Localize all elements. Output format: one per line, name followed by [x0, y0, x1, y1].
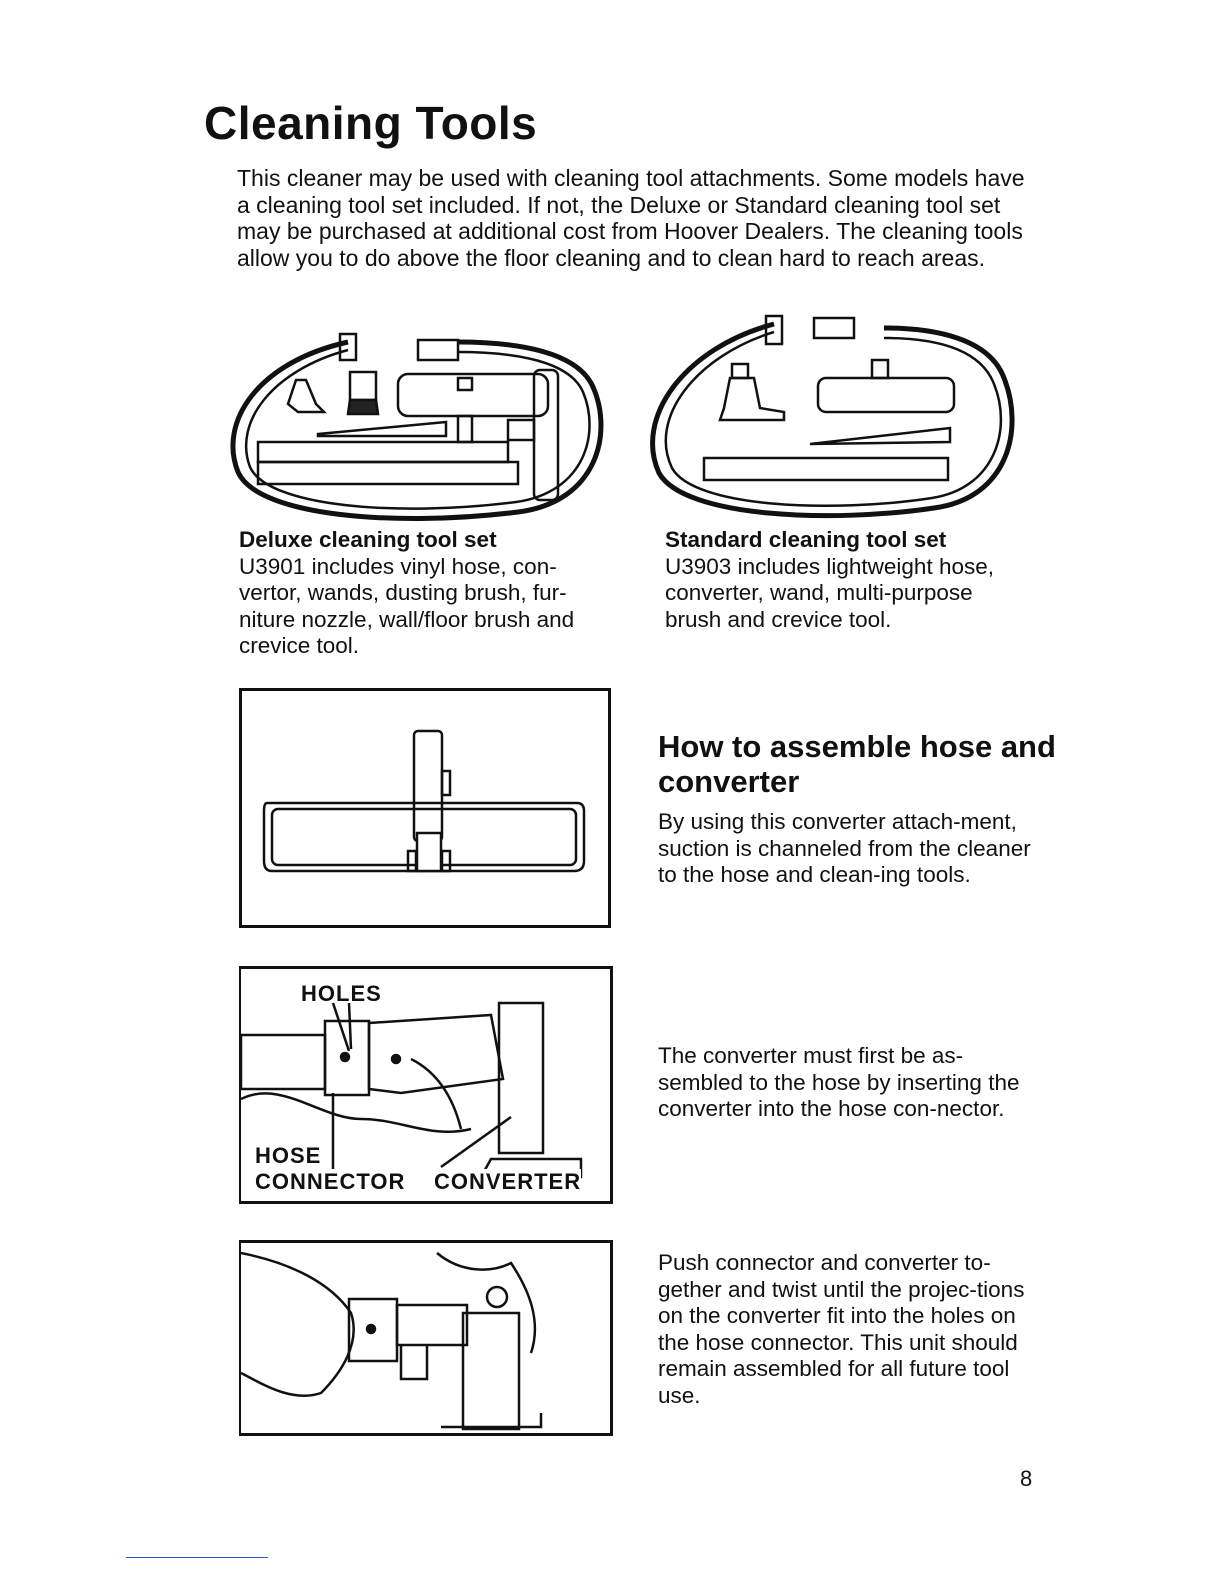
hose-label: HOSE	[255, 1143, 322, 1168]
standard-caption	[665, 527, 1035, 633]
hose-connector-figure	[239, 966, 613, 1204]
standard-tool-set-illustration	[634, 308, 1018, 528]
assemble-heading: How to assemble hose and converter	[658, 729, 1056, 799]
deluxe-model: U3901	[239, 553, 306, 579]
standard-description: includes lightweight hose, converter, wand, multi-purpose brush and crevice tool.	[665, 553, 994, 632]
deluxe-tool-set-illustration	[218, 312, 610, 530]
assemble-paragraph-1: By using this converter attach-ment, suction is channeled from the cleaner to the hose and clean-ing tools.	[658, 809, 1031, 887]
converter-label: CONVERTER	[434, 1169, 582, 1194]
deluxe-description: includes vinyl hose, con-vertor, wands, dusting brush, fur-niture nozzle, wall/floor brush and crevice tool.	[239, 553, 575, 658]
assemble-paragraph-3: Push connector and converter to-gether and twist until the projec-tions on the converter fit into the holes on the hose connector. This unit should remain assembled for all future tool use.	[658, 1250, 1025, 1408]
footer-rule	[126, 1557, 268, 1558]
standard-model: U3903	[665, 553, 732, 579]
deluxe-caption	[239, 527, 619, 660]
deluxe-heading: Deluxe cleaning tool set	[239, 527, 497, 552]
holes-label: HOLES	[301, 981, 382, 1006]
connector-label: CONNECTOR	[255, 1169, 406, 1194]
page-number: 8	[1020, 1466, 1033, 1491]
intro-paragraph: This cleaner may be used with cleaning tool attachments. Some models have a cleaning tool set included. If not, the Deluxe or Standard cleaning tool set may be purchased at additional cost from Hoover Dealers. The cleaning tools allow you to do above the floor cleaning and to clean hard to reach areas.	[237, 165, 1025, 271]
standard-heading: Standard cleaning tool set	[665, 527, 947, 552]
converter-figure	[239, 688, 611, 928]
page-title: Cleaning Tools	[204, 97, 538, 149]
assemble-paragraph-2: The converter must first be as-sembled to the hose by inserting the converter into the hose con-nector.	[658, 1043, 1020, 1121]
push-twist-figure	[239, 1240, 613, 1436]
